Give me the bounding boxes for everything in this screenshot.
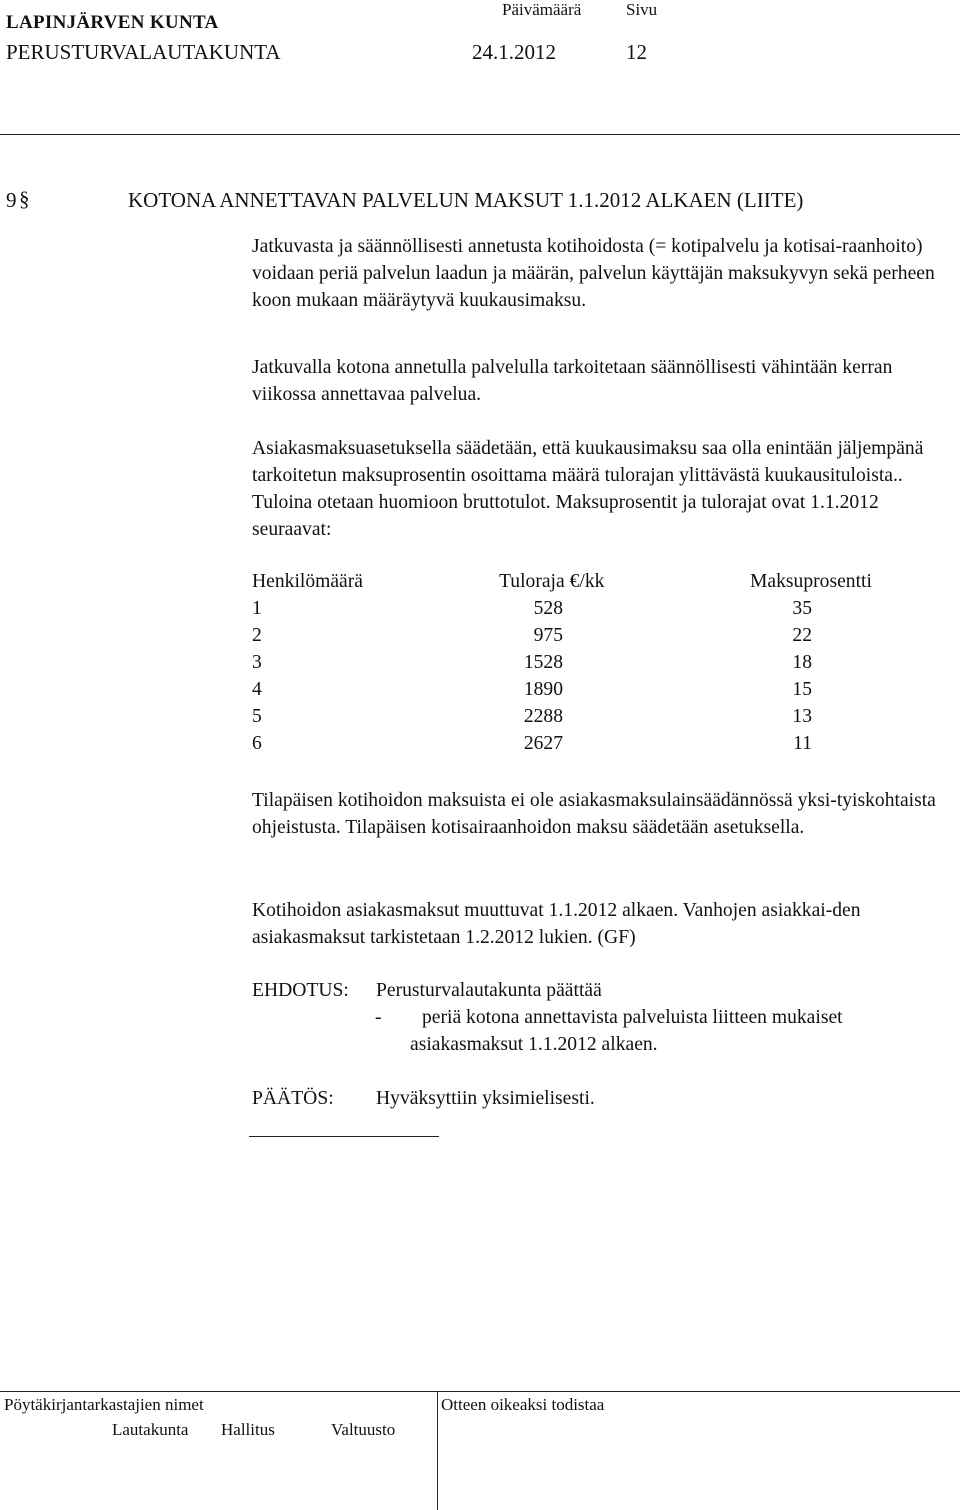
header-divider xyxy=(0,134,960,135)
cell-income-limit: 1890 xyxy=(523,679,563,700)
footer-divider xyxy=(0,1391,960,1392)
table-row xyxy=(252,622,952,649)
table-row xyxy=(252,595,952,622)
footer-body-lautakunta: Lautakunta xyxy=(112,1420,189,1439)
cell-persons: 4 xyxy=(252,679,262,700)
table-row xyxy=(252,703,952,730)
table-row xyxy=(252,730,952,757)
cell-persons: 2 xyxy=(252,625,262,646)
date-value: 24.1.2012 xyxy=(472,40,556,64)
cell-income-limit: 975 xyxy=(533,625,563,646)
proposal-item-line1: periä kotona annettavista palveluista liitteen mukaiset xyxy=(422,1007,843,1028)
cell-persons: 6 xyxy=(252,733,262,754)
proposal-list-dash: - xyxy=(375,1007,382,1028)
decision-label: PÄÄTÖS: xyxy=(252,1088,334,1109)
cell-income-limit: 1528 xyxy=(523,652,563,673)
date-label: Päivämäärä xyxy=(502,0,582,19)
committee-name: PERUSTURVALAUTAKUNTA xyxy=(6,40,281,64)
proposal-item-line2: asiakasmaksut 1.1.2012 alkaen. xyxy=(410,1034,658,1055)
footer-column-divider xyxy=(437,1392,438,1510)
cell-persons: 3 xyxy=(252,652,262,673)
cell-income-limit: 2627 xyxy=(523,733,563,754)
proposal-text: Perusturvalautakunta päättää xyxy=(376,980,602,1001)
cell-percentage: 35 xyxy=(792,598,812,619)
cell-percentage: 15 xyxy=(792,679,812,700)
cell-percentage: 18 xyxy=(792,652,812,673)
table-row xyxy=(252,649,952,676)
cell-persons: 5 xyxy=(252,706,262,727)
paragraph-fee-regulation: Asiakasmaksuasetuksella säädetään, että kuukausimaksu saa olla enintään jäljempänä tarkoitetun maksuprosentin osoittama määrä tulorajan ylittävästä kuukausituloista.. Tuloina otetaan huomioon bruttotulot. Maksuprosentit ja tulorajat ovat 1.1.2012 seuraavat: xyxy=(252,438,924,540)
footer-certified-label: Otteen oikeaksi todistaa xyxy=(441,1395,605,1414)
page-number: 12 xyxy=(626,40,647,64)
table-header-row xyxy=(252,568,952,595)
footer-checkers-label: Pöytäkirjantarkastajien nimet xyxy=(4,1395,204,1414)
cell-income-limit: 2288 xyxy=(523,706,563,727)
footer-body-valtuusto: Valtuusto xyxy=(331,1420,396,1439)
column-header-persons: Henkilömäärä xyxy=(252,571,363,592)
cell-percentage: 13 xyxy=(792,706,812,727)
page-label: Sivu xyxy=(626,0,658,19)
paragraph-home-care-fees: Jatkuvasta ja säännöllisesti annetusta kotihoidosta (= kotipalvelu ja kotisai-raanhoito) voidaan periä palvelun laadun ja määrän, palvelun käyttäjän maksukyvyn sekä perheen koon mukaan määräytyvä kuukausimaksu. xyxy=(252,236,935,311)
organization-name: LAPINJÄRVEN KUNTA xyxy=(6,12,219,33)
section-symbol: § xyxy=(19,187,30,211)
cell-percentage: 22 xyxy=(792,625,812,646)
paragraph-fee-change: Kotihoidon asiakasmaksut muuttuvat 1.1.2012 alkaen. Vanhojen asiakkai-den asiakasmaksut tarkistetaan 1.2.2012 lukien. (GF) xyxy=(252,900,861,948)
proposal-label: EHDOTUS: xyxy=(252,980,349,1001)
cell-percentage: 11 xyxy=(793,733,812,754)
column-header-income-limit: Tuloraja €/kk xyxy=(499,571,605,592)
paragraph-temporary-care: Tilapäisen kotihoidon maksuista ei ole asiakasmaksulainsäädännössä yksi-tyiskohtaista ohjeistusta. Tilapäisen kotisairaanhoidon maksu säädetään asetuksella. xyxy=(252,790,936,838)
section-number: 9 xyxy=(6,188,17,212)
cell-income-limit: 528 xyxy=(533,598,563,619)
table-row xyxy=(252,676,952,703)
cell-persons: 1 xyxy=(252,598,262,619)
fee-table xyxy=(252,568,952,757)
paragraph-continuous-service: Jatkuvalla kotona annetulla palvelulla tarkoitetaan säännöllisesti vähintään kerran viikossa annettavaa palvelua. xyxy=(252,357,893,405)
decision-text: Hyväksyttiin yksimielisesti. xyxy=(376,1088,595,1109)
column-header-percentage: Maksuprosentti xyxy=(750,571,872,592)
section-title: KOTONA ANNETTAVAN PALVELUN MAKSUT 1.1.2012 ALKAEN (LIITE) xyxy=(128,188,804,212)
footer-body-hallitus: Hallitus xyxy=(221,1420,275,1439)
signature-line xyxy=(249,1136,439,1137)
